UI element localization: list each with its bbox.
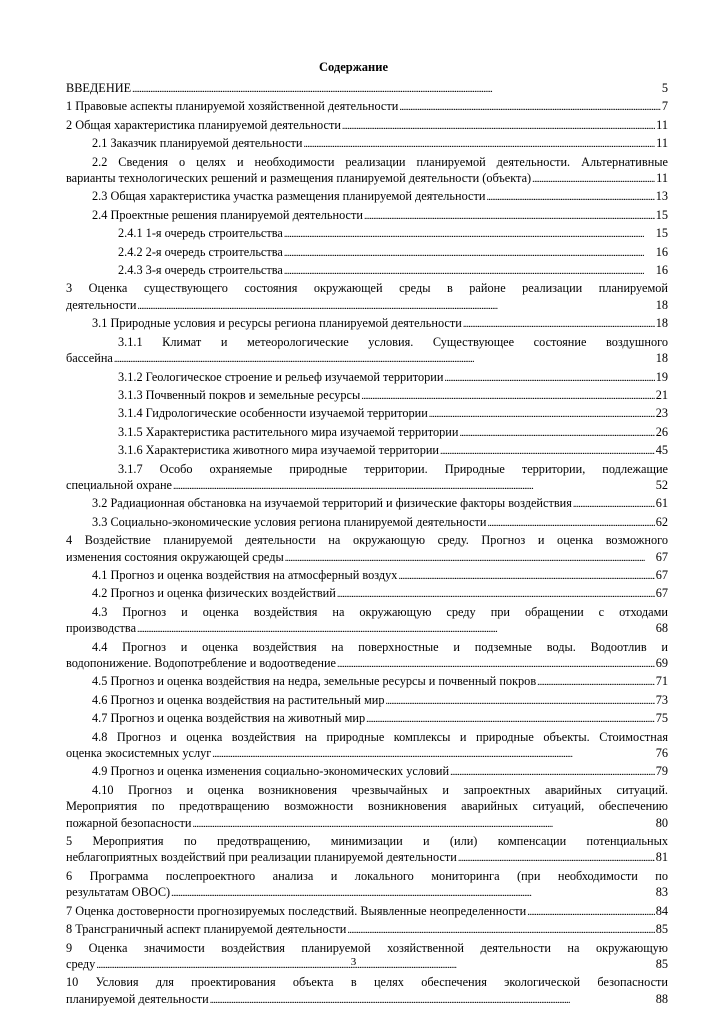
toc-dot-leader [364,207,655,225]
toc-entry-text-line: 6 Программа послепроектного анализа и локального мониторинга (при необходимости по [66,868,668,883]
toc-entry[interactable] [66,921,668,939]
toc-dot-leader [487,514,654,532]
toc-entry-page: 85 [655,922,668,937]
toc-entry[interactable] [66,262,668,280]
toc-entry-page: 83 [655,885,668,900]
toc-entry-text-line: 3.1.1 Климат и метеорологические условия. Существующее состояние воздушного [118,334,668,349]
toc-dot-leader [284,244,655,262]
toc-entry-title: 3.1.4 Гидрологические особенности изучаемой территории [118,406,428,421]
toc-entry-page: 84 [655,903,668,918]
toc-entry-page: 61 [655,496,668,511]
toc-entry[interactable] [66,135,668,153]
toc-entry-title: 4.7 Прогноз и оценка воздействия на животный мир [92,711,366,726]
toc-entry-title: 2 Общая характеристика планируемой деятельности [66,117,341,132]
toc-entry[interactable] [66,868,668,903]
toc-entry-title: 8 Трансграничный аспект планируемой деятельности [66,922,347,937]
toc-entry-title: 2.4.2 2-я очередь строительства [118,244,283,259]
toc-entry[interactable] [66,532,668,567]
toc-dot-leader [285,549,655,567]
toc-dot-leader [532,170,655,188]
toc-entry[interactable] [66,315,668,333]
toc-entry-page: 15 [655,207,668,222]
toc-entry[interactable] [66,188,668,206]
toc-entry-title: 3.1.5 Характеристика растительного мира изучаемой территории [118,424,459,439]
toc-entry-page: 45 [655,443,668,458]
toc-entry-title: 3.1.2 Геологическое строение и рельеф изучаемой территории [118,369,444,384]
toc-entry[interactable] [66,974,668,1009]
toc-entry[interactable] [66,98,668,116]
toc-dot-leader [450,763,655,781]
toc-entry-title: деятельности [66,297,137,312]
toc-entry-page: 15 [655,226,668,241]
toc-entry-text-line: 5 Мероприятия по предотвращению, минимизации и (или) компенсации потенциальных [66,834,668,849]
toc-dot-leader [342,117,655,135]
toc-dot-leader [440,442,655,460]
toc-dot-leader [486,188,654,206]
toc-entry-title: производства [66,621,137,636]
toc-dot-leader [337,655,655,673]
toc-dot-leader [573,495,655,513]
toc-entry-title: оценка экосистемных услуг [66,746,212,761]
toc-entry-title: изменения состояния окружающей среды [66,549,284,564]
toc-dot-leader [173,477,655,495]
toc-entry-page: 23 [655,406,668,421]
toc-dot-leader [284,262,655,280]
toc-entry-text-line: 4.3 Прогноз и оценка воздействия на окружающую среду при обращении с отходами [92,604,668,619]
toc-entry-title: 3.2 Радиационная обстановка на изучаемой территорий и физические факторы воздействия [92,496,572,511]
toc-entry-page: 11 [656,171,668,186]
toc-entry-text-line: 4.10 Прогноз и оценка возникновения чрезвычайных и запроектных аварийных ситуаций. [92,782,668,797]
toc-entry[interactable] [66,424,668,442]
toc-entry[interactable] [66,244,668,262]
toc-entry[interactable] [66,334,668,369]
toc-entry-title: 2.4.1 1-я очередь строительства [118,226,283,241]
toc-entry-text-line: 4 Воздействие планируемой деятельности на окружающую среду. Прогноз и оценка возможного [66,533,668,548]
toc-entry[interactable] [66,80,668,98]
toc-entry[interactable] [66,207,668,225]
toc-dot-leader [284,225,655,243]
toc-entry[interactable] [66,495,668,513]
toc-entry[interactable] [66,763,668,781]
toc-entry-title: 4.9 Прогноз и оценка изменения социально-экономических условий [92,764,450,779]
toc-entry-title: 3.1.3 Почвенный покров и земельные ресурсы [118,387,361,402]
toc-entry-page: 19 [655,369,668,384]
toc-entry[interactable] [66,225,668,243]
toc-dot-leader [444,369,654,387]
toc-entry[interactable] [66,117,668,135]
toc-dot-leader [193,815,655,833]
toc-entry-page: 18 [655,316,668,331]
toc-dot-leader [114,350,655,368]
toc-entry-page: 13 [655,189,668,204]
toc-entry-page: 67 [655,567,668,582]
toc-entry-page: 68 [655,621,668,636]
toc-dot-leader [386,692,655,710]
toc-entry-page: 5 [661,81,668,95]
toc-entry[interactable] [66,673,668,691]
toc-entry-title: 3.3 Социально-экономические условия региона планируемой деятельности [92,514,487,529]
toc-entry-title: ВВЕДЕНИЕ [66,81,132,95]
toc-entry[interactable] [66,461,668,496]
toc-entry-title: планируемой деятельности [66,991,209,1006]
toc-dot-leader [399,98,661,116]
toc-entry-page: 76 [655,746,668,761]
toc-entry-title: пожарной безопасности [66,815,192,830]
toc-entry-title: бассейна [66,351,113,366]
toc-entry[interactable] [66,405,668,423]
toc-dot-leader [137,297,654,315]
toc-entry[interactable] [66,833,668,868]
toc-entry[interactable] [66,369,668,387]
toc-dot-leader [463,315,655,333]
toc-dot-leader [303,135,655,153]
toc-entry-text-line: Мероприятия по предотвращению возможности возникновения аварийных ситуаций, обеспечению [66,799,668,814]
toc-entry-page: 21 [655,387,668,402]
toc-dot-leader [137,620,655,638]
toc-entry-page: 73 [655,692,668,707]
toc-entry-title: 2.3 Общая характеристика участка размещения планируемой деятельности [92,189,486,204]
toc-entry[interactable] [66,280,668,315]
toc-entry-text-line: 4.8 Прогноз и оценка воздействия на природные комплексы и природные объекты. Стоимостная [92,729,668,744]
toc-dot-leader [458,849,655,867]
toc-entry[interactable] [66,903,668,921]
toc-entry[interactable] [66,585,668,603]
toc-entry-title: 4.2 Прогноз и оценка физических воздействий [92,586,336,601]
toc-entry-page: 67 [655,549,668,564]
toc-entry-page: 16 [655,244,668,259]
toc-entry-text-line: 2.2 Сведения о целях и необходимости реализации планируемой деятельности. Альтернативные [92,154,668,169]
toc-entry-title: 4.6 Прогноз и оценка воздействия на растительный мир [92,692,385,707]
toc-dot-leader [527,903,654,921]
toc-entry-text-line: 4.4 Прогноз и оценка воздействия на поверхностные и подземные воды. Водоотлив и [92,639,668,654]
toc-entry-text-line: 3.1.7 Особо охраняемые природные территории. Природные территории, подлежащие [118,461,668,476]
toc-entry[interactable] [66,604,668,639]
toc-entry-text-line: 10 Условия для проектирования объекта в целях обеспечения экологической безопасности [66,975,668,990]
table-of-contents [66,80,668,1009]
toc-entry-page: 75 [655,711,668,726]
toc-entry-title: результатам ОВОС) [66,885,171,900]
toc-entry-page: 81 [655,850,668,865]
toc-entry-page: 11 [656,136,668,151]
toc-entry-title: 4.5 Прогноз и оценка воздействия на недра, земельные ресурсы и почвенный покров [92,674,537,689]
toc-entry-title: 3.1.6 Характеристика животного мира изучаемой территории [118,443,440,458]
toc-dot-leader [361,387,654,405]
toc-dot-leader [212,745,654,763]
toc-entry[interactable] [66,710,668,728]
toc-entry-title: 2.1 Заказчик планируемой деятельности [92,136,303,151]
toc-entry-title: специальной охране [66,477,172,492]
toc-entry-page: 88 [655,991,668,1006]
toc-dot-leader [537,673,655,691]
toc-entry-page: 11 [656,117,668,132]
toc-entry-title: варианты технологических решений и размещения планируемой деятельности (объекта) [66,171,532,186]
toc-entry[interactable] [66,729,668,764]
toc-entry[interactable] [66,692,668,710]
toc-entry[interactable] [66,567,668,585]
toc-dot-leader [171,884,655,902]
toc-title: Содержание [318,60,388,74]
toc-entry[interactable] [66,639,668,674]
toc-entry-page: 18 [655,297,668,312]
toc-dot-leader [337,585,655,603]
toc-dot-leader [429,405,655,423]
toc-entry-page: 52 [655,477,668,492]
toc-entry-title: среду [66,956,96,971]
toc-dot-leader [398,567,654,585]
toc-dot-leader [347,921,654,939]
toc-entry-page: 80 [655,815,668,830]
toc-entry-page: 26 [655,424,668,439]
toc-entry-title: 4.1 Прогноз и оценка воздействия на атмосферный воздух [92,567,398,582]
toc-dot-leader [459,424,654,442]
toc-entry-page: 16 [655,263,668,278]
toc-entry-page: 69 [655,656,668,670]
toc-entry-title: 2.4.3 3-я очередь строительства [118,263,283,278]
toc-entry-page: 62 [655,514,668,529]
toc-entry-title: 2.4 Проектные решения планируемой деятельности [92,207,363,222]
toc-entry-title: водопонижение. Водопотребление и водоотведение [66,656,337,670]
toc-entry-title: 1 Правовые аспекты планируемой хозяйственной деятельности [66,99,399,114]
toc-entry-page: 79 [655,764,668,779]
toc-entry-text-line: 9 Оценка значимости воздействия планируемой хозяйственной деятельности на окружающую [66,940,668,955]
toc-entry[interactable] [66,514,668,532]
page-number: 3 [350,956,357,968]
toc-dot-leader [366,710,655,728]
toc-entry-page: 85 [655,956,668,971]
toc-entry-page: 18 [655,351,668,366]
toc-entry-title: неблагоприятных воздействий при реализации планируемой деятельности [66,850,457,865]
toc-entry[interactable] [66,154,668,189]
toc-dot-leader [132,80,661,98]
toc-entry[interactable] [66,442,668,460]
toc-entry-title: 7 Оценка достоверности прогнозируемых последствий. Выявленные неопределенности [66,903,527,918]
toc-entry-title: 3.1 Природные условия и ресурсы региона планируемой деятельности [92,316,462,331]
toc-entry-page: 7 [661,99,668,114]
toc-entry-page: 71 [655,674,668,689]
toc-entry[interactable] [66,782,668,833]
toc-entry[interactable] [66,387,668,405]
toc-entry-text-line: 3 Оценка существующего состояния окружающей среды в районе реализации планируемой [66,281,668,296]
toc-entry-page: 67 [655,586,668,601]
